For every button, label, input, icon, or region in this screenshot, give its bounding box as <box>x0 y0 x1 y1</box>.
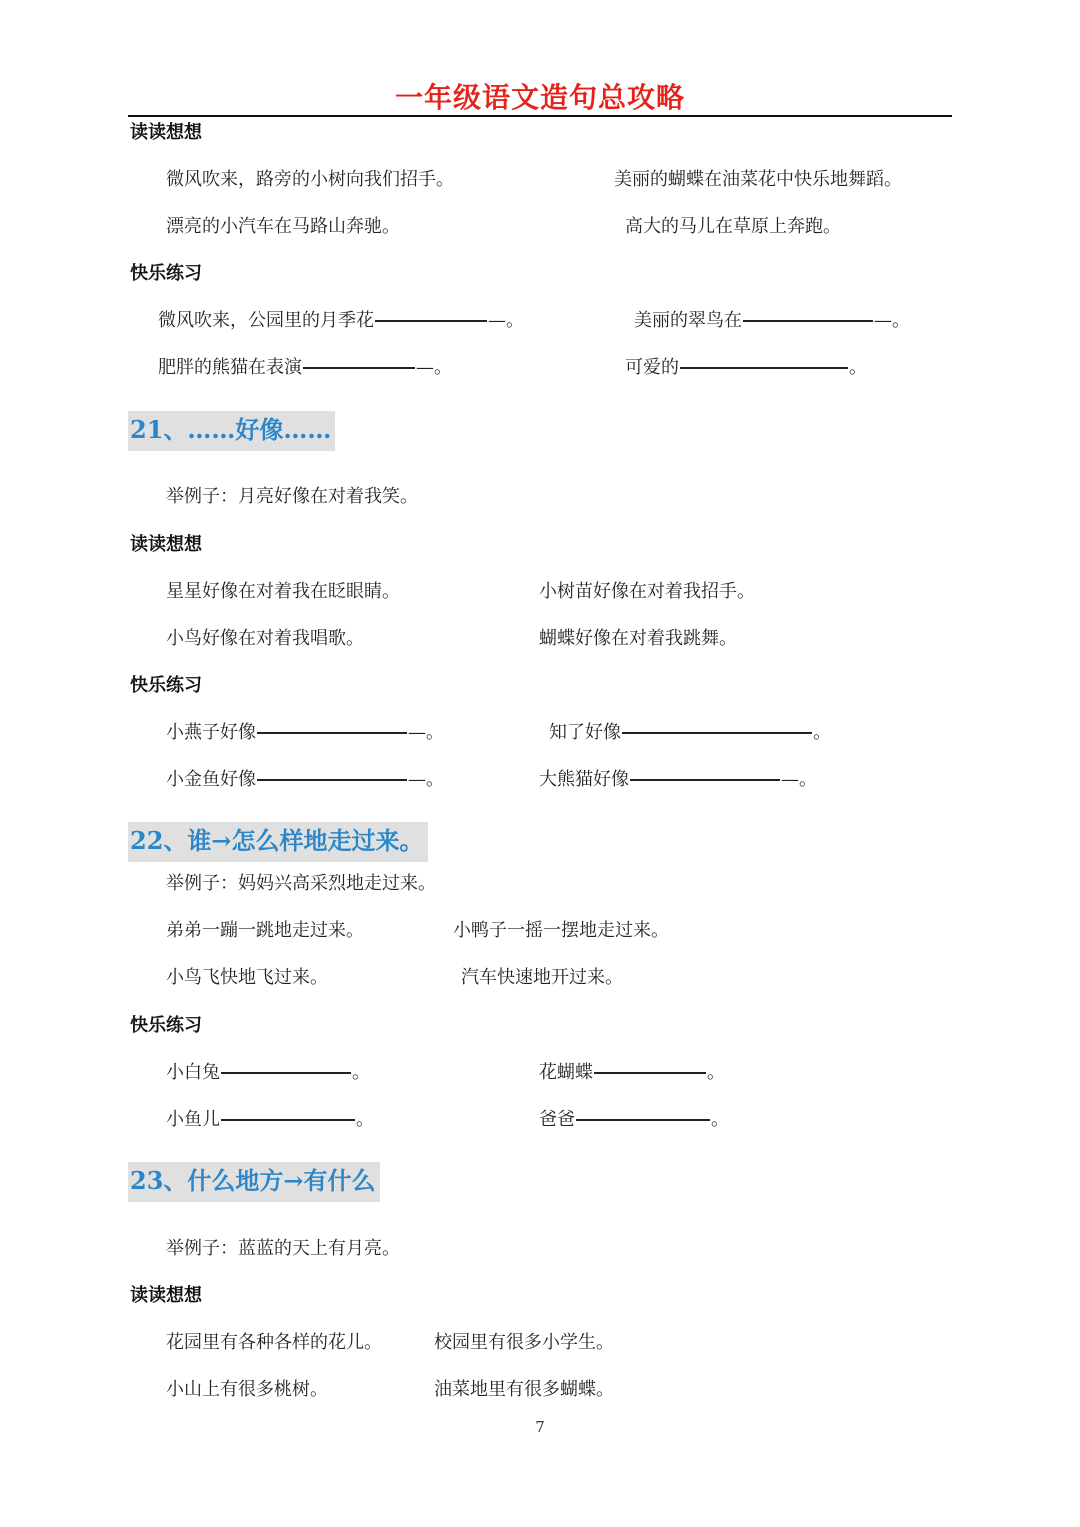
read-sentence: 小山上有很多桃树。 <box>166 1379 328 1400</box>
read-sentence: 星星好像在对着我在眨眼睛。 <box>166 581 400 602</box>
answer-blank[interactable] <box>576 1119 710 1121</box>
practice-prompt: 小燕子好像 <box>166 722 256 743</box>
answer-blank[interactable] <box>221 1119 355 1121</box>
practice-end: 。 <box>707 1062 725 1083</box>
read-sentence: 汽车快速地开过来。 <box>461 967 623 988</box>
page-title: 一年级语文造句总攻略 <box>394 81 685 114</box>
section-heading-23: 23、什么地方→有什么 <box>128 1162 380 1202</box>
practice-end: 。 <box>813 722 831 743</box>
practice-prompt: 小白兔 <box>166 1062 220 1083</box>
read-label: 读读想想 <box>130 122 202 143</box>
practice-item <box>166 718 444 744</box>
read-sentence: 校园里有很多小学生。 <box>434 1332 614 1353</box>
practice-prompt: 美丽的翠鸟在 <box>634 310 742 331</box>
practice-prompt: 小金鱼好像 <box>166 769 256 790</box>
practice-end: —。 <box>781 769 817 790</box>
practice-item <box>158 353 452 379</box>
practice-item <box>539 1105 729 1131</box>
answer-blank[interactable] <box>257 732 407 734</box>
practice-item <box>634 306 910 332</box>
answer-blank[interactable] <box>594 1072 706 1074</box>
section-heading-21: 21、……好像…… <box>128 411 335 451</box>
example-sentence: 举例子：妈妈兴高采烈地走过来。 <box>166 873 436 894</box>
title-underline <box>128 115 952 117</box>
practice-prompt: 小鱼儿 <box>166 1109 220 1130</box>
read-sentence: 小树苗好像在对着我招手。 <box>539 581 755 602</box>
practice-end: —。 <box>874 310 910 331</box>
page-number: 7 <box>535 1418 545 1436</box>
read-label: 读读想想 <box>130 1285 202 1306</box>
practice-label: 快乐练习 <box>130 263 202 284</box>
practice-item <box>539 765 817 791</box>
practice-prompt: 微风吹来，公园里的月季花 <box>158 310 374 331</box>
answer-blank[interactable] <box>630 779 780 781</box>
answer-blank[interactable] <box>622 732 812 734</box>
practice-item <box>625 353 867 379</box>
read-label: 读读想想 <box>130 534 202 555</box>
read-sentence: 小鸟好像在对着我唱歌。 <box>166 628 364 649</box>
practice-end: —。 <box>488 310 524 331</box>
section-heading-22: 22、谁→怎么样地走过来。 <box>128 822 428 862</box>
practice-label: 快乐练习 <box>130 1015 202 1036</box>
practice-item <box>166 1058 370 1084</box>
answer-blank[interactable] <box>303 367 415 369</box>
read-sentence: 花园里有各种各样的花儿。 <box>166 1332 382 1353</box>
answer-blank[interactable] <box>680 367 848 369</box>
practice-item <box>166 765 444 791</box>
practice-item <box>166 1105 374 1131</box>
practice-item <box>158 306 524 332</box>
read-sentence: 美丽的蝴蝶在油菜花中快乐地舞蹈。 <box>614 169 902 190</box>
example-sentence: 举例子：月亮好像在对着我笑。 <box>166 486 418 507</box>
practice-end: 。 <box>352 1062 370 1083</box>
practice-item <box>549 718 831 744</box>
practice-prompt: 花蝴蝶 <box>539 1062 593 1083</box>
read-sentence: 高大的马儿在草原上奔跑。 <box>625 216 841 237</box>
practice-item <box>539 1058 725 1084</box>
example-sentence: 举例子：蓝蓝的天上有月亮。 <box>166 1238 400 1259</box>
answer-blank[interactable] <box>221 1072 351 1074</box>
answer-blank[interactable] <box>743 320 873 322</box>
practice-end: 。 <box>849 357 867 378</box>
practice-prompt: 爸爸 <box>539 1109 575 1130</box>
read-sentence: 蝴蝶好像在对着我跳舞。 <box>539 628 737 649</box>
read-sentence: 小鸟飞快地飞过来。 <box>166 967 328 988</box>
practice-end: 。 <box>711 1109 729 1130</box>
read-sentence: 漂亮的小汽车在马路山奔驰。 <box>166 216 400 237</box>
practice-end: —。 <box>416 357 452 378</box>
practice-label: 快乐练习 <box>130 675 202 696</box>
practice-prompt: 肥胖的熊猫在表演 <box>158 357 302 378</box>
read-sentence: 微风吹来，路旁的小树向我们招手。 <box>166 169 454 190</box>
practice-end: —。 <box>408 769 444 790</box>
practice-end: 。 <box>356 1109 374 1130</box>
practice-prompt: 大熊猫好像 <box>539 769 629 790</box>
practice-prompt: 可爱的 <box>625 357 679 378</box>
answer-blank[interactable] <box>375 320 487 322</box>
practice-prompt: 知了好像 <box>549 722 621 743</box>
practice-end: —。 <box>408 722 444 743</box>
read-sentence: 油菜地里有很多蝴蝶。 <box>434 1379 614 1400</box>
read-sentence: 弟弟一蹦一跳地走过来。 <box>166 920 364 941</box>
answer-blank[interactable] <box>257 779 407 781</box>
read-sentence: 小鸭子一摇一摆地走过来。 <box>453 920 669 941</box>
